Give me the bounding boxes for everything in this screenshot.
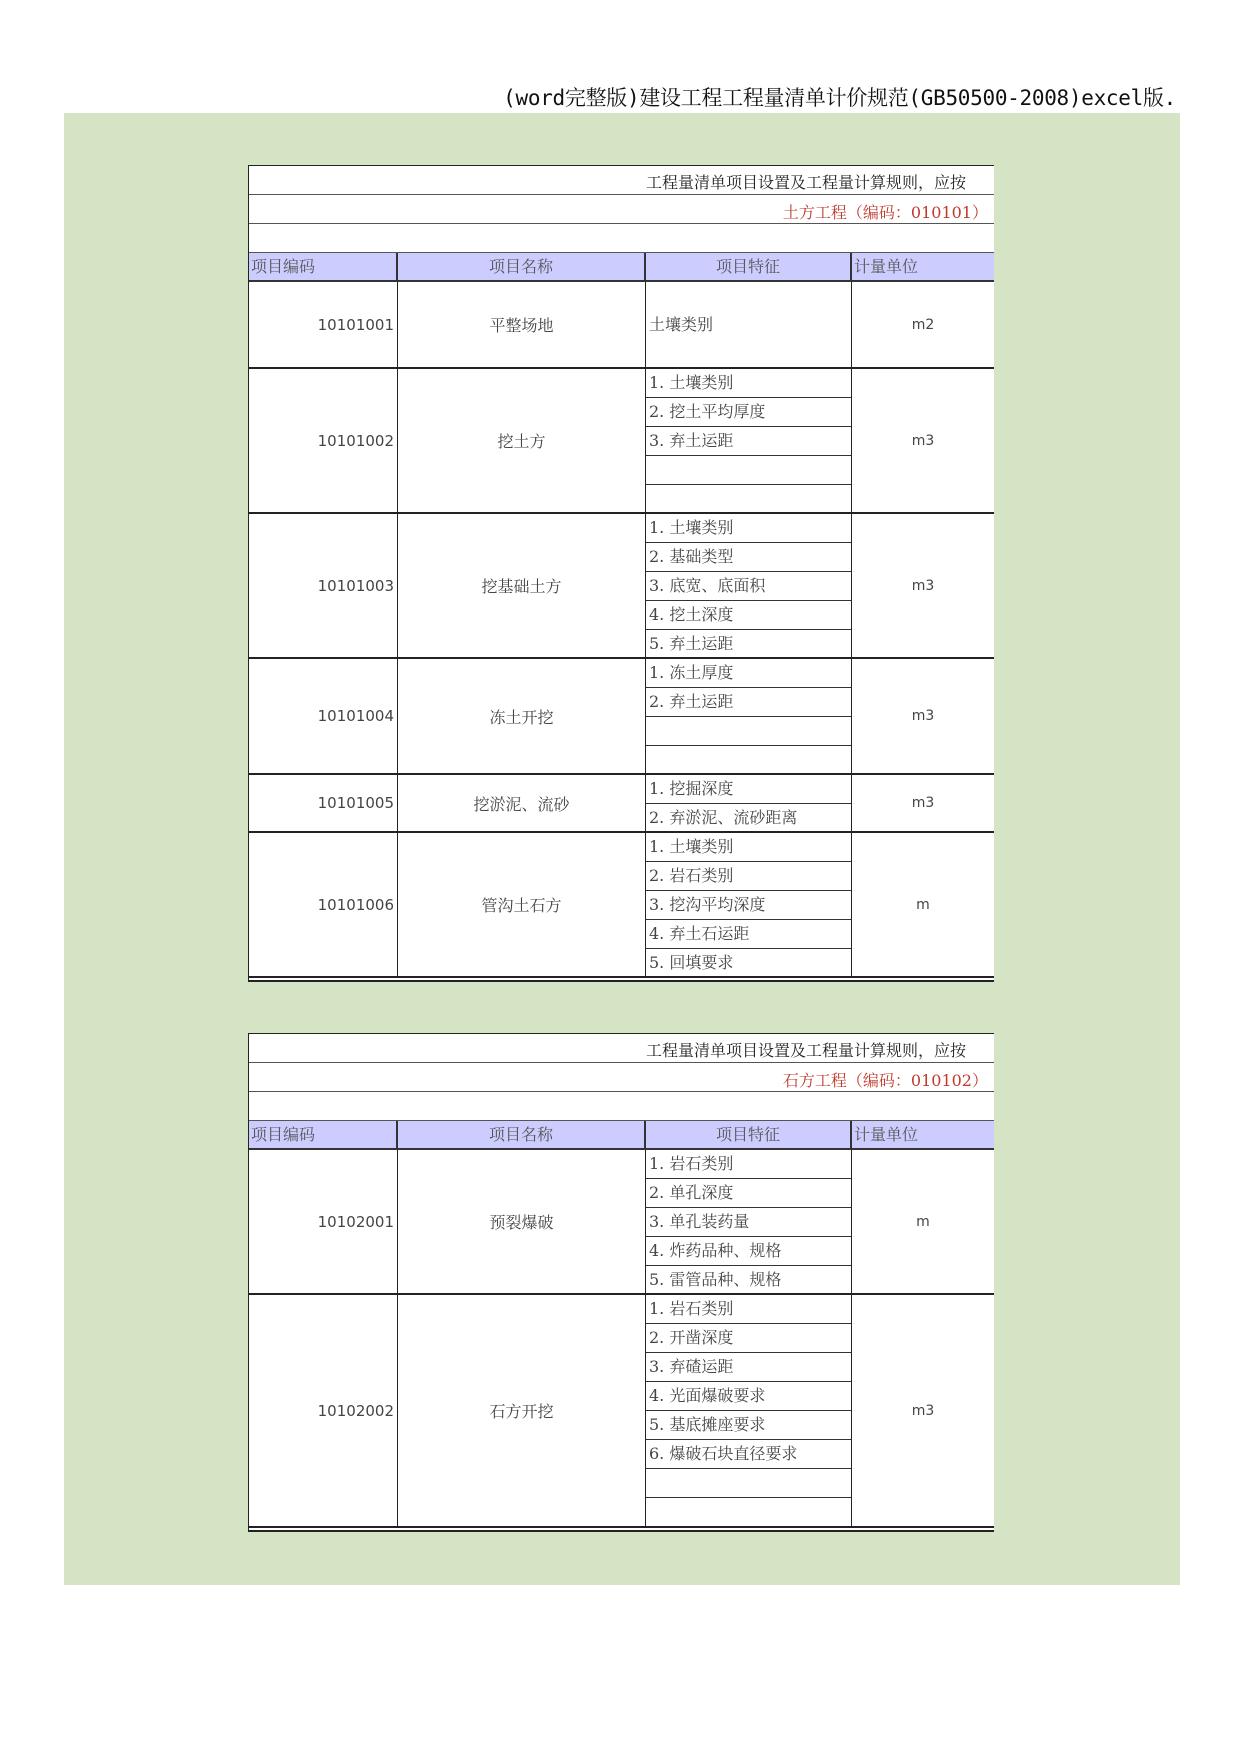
item-code: 10101005 <box>249 775 398 833</box>
table-subtitle-row <box>249 195 994 224</box>
table-row <box>249 775 994 833</box>
feature-line: 3. 挖沟平均深度 <box>646 891 851 920</box>
feature-line: 2. 基础类型 <box>646 543 851 572</box>
header-name: 项目名称 <box>398 253 646 282</box>
rockwork-table <box>248 1033 994 1532</box>
item-code: 10101001 <box>249 282 398 369</box>
table-row <box>249 1150 994 1295</box>
feature-line: 3. 单孔装药量 <box>646 1208 851 1237</box>
header-name: 项目名称 <box>398 1121 646 1150</box>
item-unit: m <box>852 833 994 978</box>
blank-row <box>249 224 994 253</box>
feature-line: 1. 土壤类别 <box>646 514 851 543</box>
table-row <box>249 833 994 978</box>
feature-line: 1. 土壤类别 <box>646 369 851 398</box>
blank-row <box>249 1092 994 1121</box>
table-row <box>249 514 994 659</box>
header-unit: 计量单位 <box>852 253 994 282</box>
item-features <box>646 775 852 833</box>
feature-line: 3. 弃土运距 <box>646 427 851 456</box>
feature-line: 2. 开凿深度 <box>646 1324 851 1353</box>
table-title: 工程量清单项目设置及工程量计算规则，应按 <box>646 1041 967 1060</box>
item-features <box>646 1150 852 1295</box>
feature-line: 5. 雷管品种、规格 <box>649 1270 782 1289</box>
item-unit: m3 <box>852 775 994 833</box>
feature-line: 2. 弃淤泥、流砂距离 <box>649 808 798 827</box>
item-name: 石方开挖 <box>398 1295 646 1528</box>
item-code: 10102001 <box>249 1150 398 1295</box>
feature-line <box>646 1469 851 1498</box>
item-features <box>646 369 852 514</box>
header-features: 项目特征 <box>646 253 852 282</box>
item-code: 10102002 <box>249 1295 398 1528</box>
table-row <box>249 369 994 514</box>
feature-line: 3. 底宽、底面积 <box>646 572 851 601</box>
feature-line: 3. 弃碴运距 <box>646 1353 851 1382</box>
item-code: 10101004 <box>249 659 398 775</box>
feature-line: 1. 岩石类别 <box>646 1295 851 1324</box>
feature-line: 4. 光面爆破要求 <box>646 1382 851 1411</box>
feature-line <box>646 717 851 746</box>
table-title: 工程量清单项目设置及工程量计算规则，应按 <box>646 173 967 192</box>
header-code: 项目编码 <box>249 1121 398 1150</box>
item-name: 管沟土石方 <box>398 833 646 978</box>
feature-line: 4. 弃土石运距 <box>646 920 851 949</box>
item-features <box>646 1295 852 1528</box>
feature-line: 2. 挖土平均厚度 <box>646 398 851 427</box>
feature-line: 4. 挖土深度 <box>646 601 851 630</box>
feature-line: 4. 炸药品种、规格 <box>646 1237 851 1266</box>
item-code: 10101002 <box>249 369 398 514</box>
item-name: 挖基础土方 <box>398 514 646 659</box>
feature-line <box>646 1498 851 1527</box>
table-subtitle: 石方工程（编码：010102） <box>782 1071 988 1090</box>
item-features <box>646 514 852 659</box>
item-name: 平整场地 <box>398 282 646 369</box>
item-unit: m3 <box>852 514 994 659</box>
item-unit: m <box>852 1150 994 1295</box>
feature-line: 1. 挖掘深度 <box>646 775 851 804</box>
item-unit: m3 <box>852 1295 994 1528</box>
feature-line: 土壤类别 <box>649 315 714 334</box>
document-header: (word完整版)建设工程工程量清单计价规范(GB50500-2008)excel版. <box>503 86 1176 110</box>
item-code: 10101003 <box>249 514 398 659</box>
item-unit: m3 <box>852 369 994 514</box>
item-name: 挖淤泥、流砂 <box>398 775 646 833</box>
earthwork-table <box>248 165 994 982</box>
table-row <box>249 659 994 775</box>
feature-line: 5. 回填要求 <box>649 953 734 972</box>
feature-line: 2. 单孔深度 <box>646 1179 851 1208</box>
table-subtitle: 土方工程（编码：010101） <box>782 203 988 222</box>
feature-line <box>646 485 851 514</box>
table-subtitle-row <box>249 1063 994 1092</box>
feature-line: 1. 土壤类别 <box>646 833 851 862</box>
item-unit: m2 <box>852 282 994 369</box>
item-code: 10101006 <box>249 833 398 978</box>
item-features <box>646 659 852 775</box>
feature-line: 2. 弃土运距 <box>646 688 851 717</box>
header-features: 项目特征 <box>646 1121 852 1150</box>
feature-line: 1. 冻土厚度 <box>646 659 851 688</box>
item-features <box>646 282 852 369</box>
feature-line <box>646 746 851 775</box>
item-features <box>646 833 852 978</box>
table-title-row <box>249 1034 994 1063</box>
table-row <box>249 282 994 369</box>
item-unit: m3 <box>852 659 994 775</box>
item-name: 冻土开挖 <box>398 659 646 775</box>
feature-line: 1. 岩石类别 <box>646 1150 851 1179</box>
table-row <box>249 1295 994 1528</box>
feature-line: 5. 弃土运距 <box>649 634 734 653</box>
header-code: 项目编码 <box>249 253 398 282</box>
item-name: 预裂爆破 <box>398 1150 646 1295</box>
item-name: 挖土方 <box>398 369 646 514</box>
feature-line: 5. 基底摊座要求 <box>646 1411 851 1440</box>
feature-line: 2. 岩石类别 <box>646 862 851 891</box>
header-unit: 计量单位 <box>852 1121 994 1150</box>
feature-line: 6. 爆破石块直径要求 <box>646 1440 851 1469</box>
table-title-row <box>249 166 994 195</box>
feature-line <box>646 456 851 485</box>
